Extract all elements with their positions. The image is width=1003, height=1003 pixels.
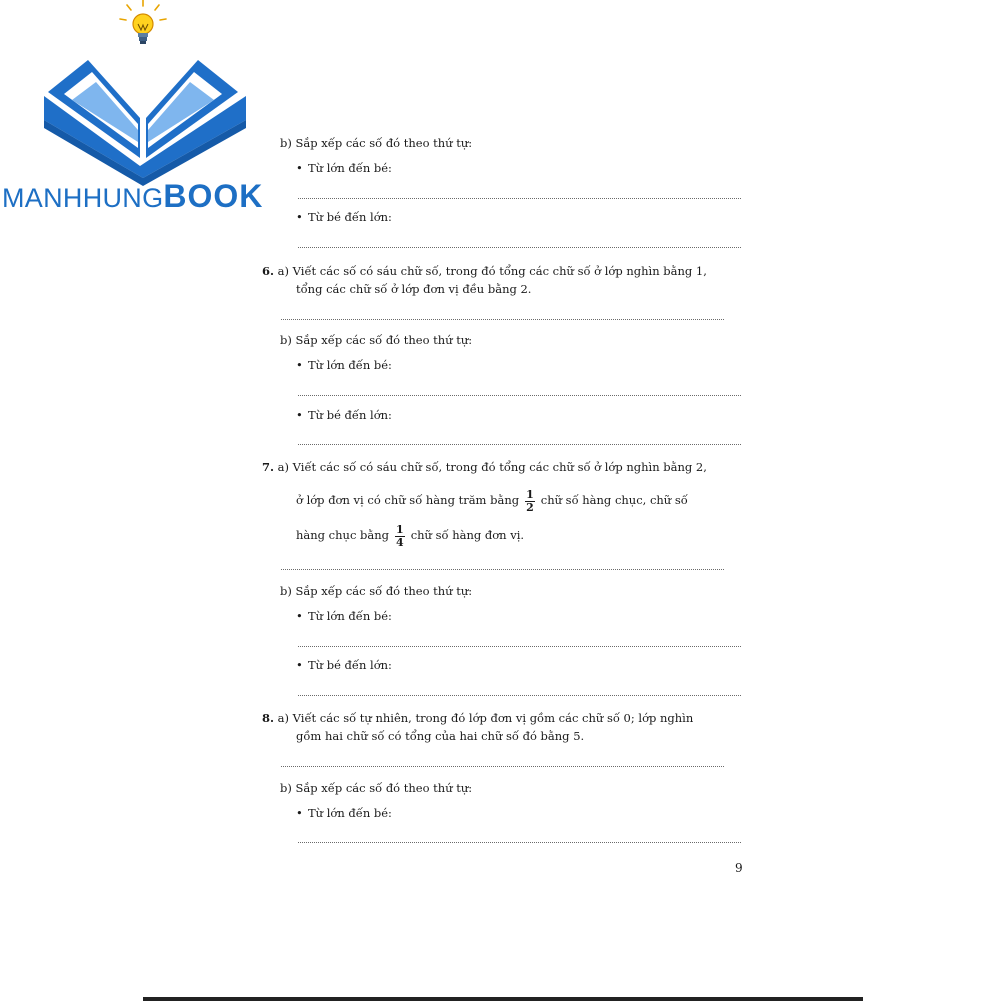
question-8-line2: gồm hai chữ số có tổng của hai chữ số đó bằng 5. (296, 729, 585, 743)
desc-order-text: Từ lớn đến bé: (308, 358, 392, 372)
asc-order-label (296, 408, 392, 423)
fraction-one-half (525, 489, 535, 514)
question-7-text3-post: chữ số hàng đơn vị. (410, 528, 525, 542)
question-7-line3 (296, 521, 524, 549)
question-7-number: 7. (262, 460, 275, 474)
sort-prompt: b) Sắp xếp các số đó theo thứ tự: (280, 584, 473, 598)
bullet-icon: • (296, 658, 303, 672)
brand-name-part1: MANHHUNG (2, 183, 164, 213)
fraction-one-quarter (395, 524, 405, 549)
answer-line[interactable] (298, 395, 741, 396)
asc-order-text: Từ bé đến lớn: (308, 210, 392, 224)
bullet-icon: • (296, 358, 303, 372)
bottom-edge-bar (143, 997, 863, 1001)
question-7-line2 (296, 486, 688, 514)
question-6-text1: a) Viết các số có sáu chữ số, trong đó tổng các chữ số ở lớp nghìn bằng 1, (277, 264, 707, 278)
desc-order-label (296, 358, 392, 373)
desc-order-text: Từ lớn đến bé: (308, 609, 392, 623)
question-8-text1: a) Viết các số tự nhiên, trong đó lớp đơn vị gồm các chữ số 0; lớp nghìn (277, 711, 694, 725)
question-6-line1 (262, 264, 707, 279)
page-number: 9 (735, 861, 743, 875)
question-7-text1: a) Viết các số có sáu chữ số, trong đó tổng các chữ số ở lớp nghìn bằng 2, (277, 460, 707, 474)
asc-order-text: Từ bé đến lớn: (308, 658, 392, 672)
answer-line[interactable] (298, 247, 741, 248)
desc-order-text: Từ lớn đến bé: (308, 161, 392, 175)
fraction-denominator: 4 (396, 535, 404, 549)
question-7-text3-pre: hàng chục bằng (296, 528, 390, 542)
answer-line[interactable] (281, 319, 724, 320)
sort-prompt: b) Sắp xếp các số đó theo thứ tự: (280, 333, 473, 347)
question-6-number: 6. (262, 264, 275, 278)
desc-order-text: Từ lớn đến bé: (308, 806, 392, 820)
answer-line[interactable] (298, 646, 741, 647)
asc-order-text: Từ bé đến lớn: (308, 408, 392, 422)
bullet-icon: • (296, 806, 303, 820)
bullet-icon: • (296, 210, 303, 224)
question-8-line1 (262, 711, 693, 726)
asc-order-label (296, 210, 392, 225)
bullet-icon: • (296, 609, 303, 623)
bullet-icon: • (296, 161, 303, 175)
bullet-icon: • (296, 408, 303, 422)
answer-line[interactable] (281, 569, 724, 570)
desc-order-label (296, 806, 392, 821)
fraction-numerator: 1 (396, 522, 404, 536)
sort-prompt: b) Sắp xếp các số đó theo thứ tự: (280, 781, 473, 795)
answer-line[interactable] (281, 766, 724, 767)
question-7-text2-post: chữ số hàng chục, chữ số (540, 493, 688, 507)
fraction-denominator: 2 (526, 500, 534, 514)
question-8-number: 8. (262, 711, 275, 725)
fraction-numerator: 1 (526, 487, 534, 501)
question-7-line1 (262, 460, 707, 475)
desc-order-label (296, 161, 392, 176)
answer-line[interactable] (298, 695, 741, 696)
answer-line[interactable] (298, 198, 741, 199)
question-6-line2: tổng các chữ số ở lớp đơn vị đều bằng 2. (296, 282, 532, 296)
desc-order-label (296, 609, 392, 624)
asc-order-label (296, 658, 392, 673)
sort-prompt: b) Sắp xếp các số đó theo thứ tự: (280, 136, 473, 150)
question-7-text2-pre: ở lớp đơn vị có chữ số hàng trăm bằng (296, 493, 520, 507)
answer-line[interactable] (298, 444, 741, 445)
brand-name-part2: BOOK (163, 178, 264, 214)
answer-line[interactable] (298, 842, 741, 843)
